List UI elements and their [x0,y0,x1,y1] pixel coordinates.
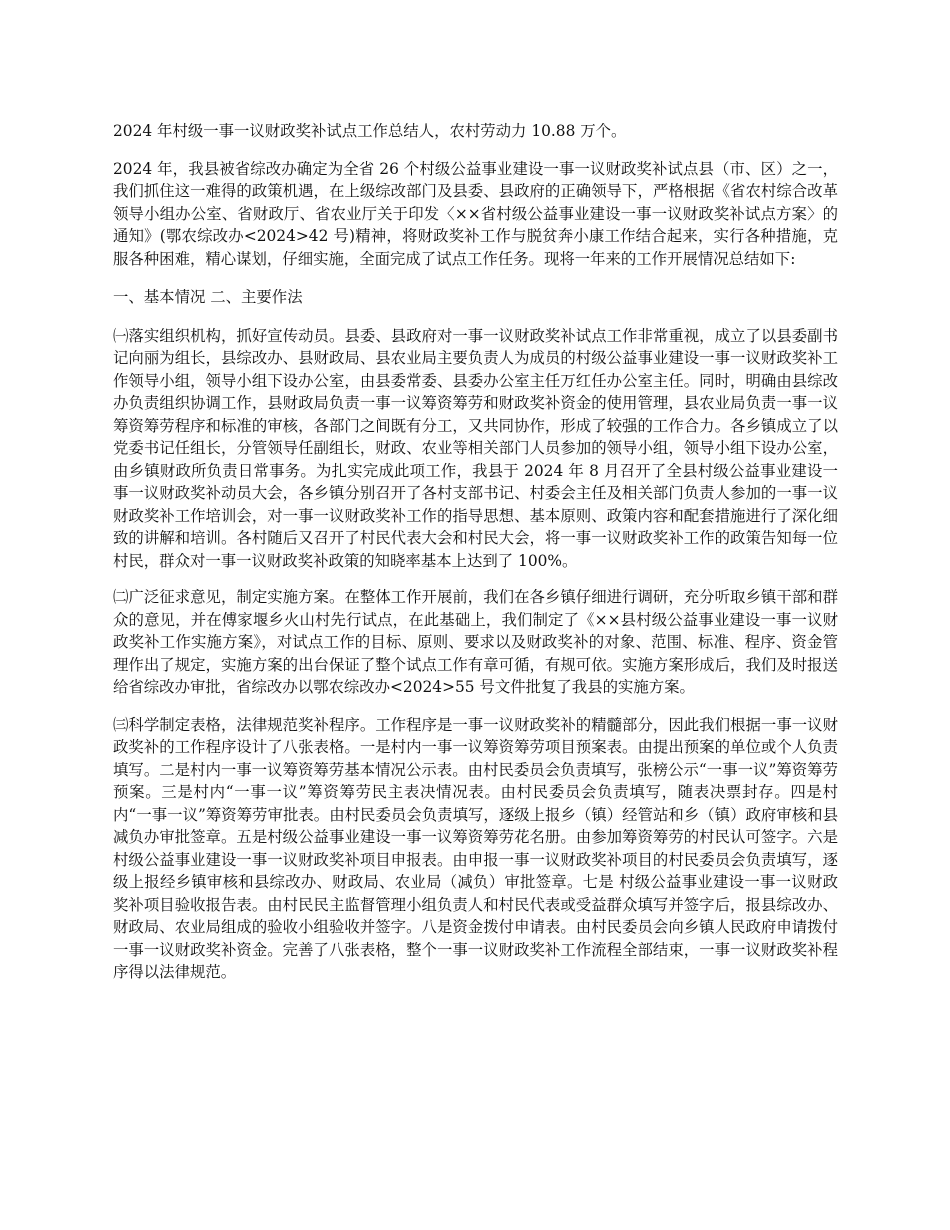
intro-paragraph: 2024 年，我县被省综改办确定为全省 26 个村级公益事业建设一事一议财政奖补试点县（市、区）之一，我们抓住这一难得的政策机遇，在上级综改部门及县委、县政府的正确领导下，严格根据《省农村综合改革领导小组办公室、省财政厅、省农业厅关于印发〈××省村级公益事业建设一事一议财政奖补试点方案〉的通知》(鄂农综改办<2024>42 号)精神，将财政奖补工作与脱贫奔小康工作结合起来，实行各种措施，克服各种困难，精心谋划，仔细实施，全面完成了试点工作任务。现将一年来的工作开展情况总结如下: [113,159,838,268]
document-title-line: 2024 年村级一事一议财政奖补试点工作总结人，农村劳动力 10.88 万个。 [113,122,627,140]
section-headings: 一、基本情况 二、主要作法 [113,288,303,306]
section-1-paragraph: ㈠落实组织机构，抓好宣传动员。县委、县政府对一事一议财政奖补试点工作非常重视，成立了以县委副书记向丽为组长，县综改办、县财政局、县农业局主要负责人为成员的村级公益事业建设一事一议财政奖补工作领导小组，领导小组下设办公室，由县委常委、县委办公室主任万红任办公室主任。同时，明确由县综改办负责组织协调工作，县财政局负责一事一议筹资筹劳和财政奖补资金的使用管理，县农业局负责一事一议筹资筹劳程序和标准的审核，各部门之间既有分工，又共同协作，形成了较强的工作合力。各乡镇成立了以党委书记任组长，分管领导任副组长，财政、农业等相关部门人员参加的领导小组，领导小组下设办公室，由乡镇财政所负责日常事务。为扎实完成此项工作，我县于 2024 年 8 月召开了全县村级公益事业建设一事一议财政奖补动员大会，各乡镇分别召开了各村支部书记、村委会主任及相关部门负责人参加的一事一议财政奖补工作培训会，对一事一议财政奖补工作的指导思想、基本原则、政策内容和配套措施进行了深化细致的讲解和培训。各村随后又召开了村民代表大会和村民大会，将一事一议财政奖补工作的政策告知每一位村民，群众对一事一议财政奖补政策的知晓率基本上达到了 100%。 [113,326,838,570]
section-3-paragraph: ㈢科学制定表格，法律规范奖补程序。工作程序是一事一议财政奖补的精髓部分，因此我们根据一事一议财政奖补的工作程序设计了八张表格。一是村内一事一议筹资筹劳项目预案表。由提出预案的单位或个人负责填写。二是村内一事一议筹资筹劳基本情况公示表。由村民委员会负责填写，张榜公示“一事一议”筹资筹劳预案。三是村内“一事一议”筹资筹劳民主表决情况表。由村民委员会负责填写，随表决票封存。四是村内“一事一议”筹资筹劳审批表。由村民委员会负责填写，逐级上报乡（镇）经管站和乡（镇）政府审核和县减负办审批签章。五是村级公益事业建设一事一议筹资筹劳花名册。由参加筹资筹劳的村民认可签字。六是村级公益事业建设一事一议财政奖补项目申报表。由申报一事一议财政奖补项目的村民委员会负责填写，逐级上报经乡镇审核和县综改办、财政局、农业局（减负）审批签章。七是 村级公益事业建设一事一议财政奖补项目验收报告表。由村民民主监督管理小组负责人和村民代表或受益群众填写并签字后，报县综改办、财政局、农业局组成的验收小组验收并签字。八是资金拨付申请表。由村民委员会向乡镇人民政府申请拨付一事一议财政奖补资金。完善了八张表格，整个一事一议财政奖补工作流程全部结束，一事一议财政奖补程序得以法律规范。 [113,715,838,981]
document-page [113,120,838,1000]
section-2-paragraph: ㈡广泛征求意见，制定实施方案。在整体工作开展前，我们在各乡镇仔细进行调研，充分听取乡镇干部和群众的意见，并在傅家堰乡火山村先行试点，在此基础上，我们制定了《××县村级公益事业建设一事一议财政奖补工作实施方案》，对试点工作的目标、原则、要求以及财政奖补的对象、范围、标准、程序、资金管理作出了规定，实施方案的出台保证了整个试点工作有章可循，有规可依。实施方案形成后，我们及时报送给省综改办审批，省综改办以鄂农综改办<2024>55 号文件批复了我县的实施方案。 [113,588,838,696]
